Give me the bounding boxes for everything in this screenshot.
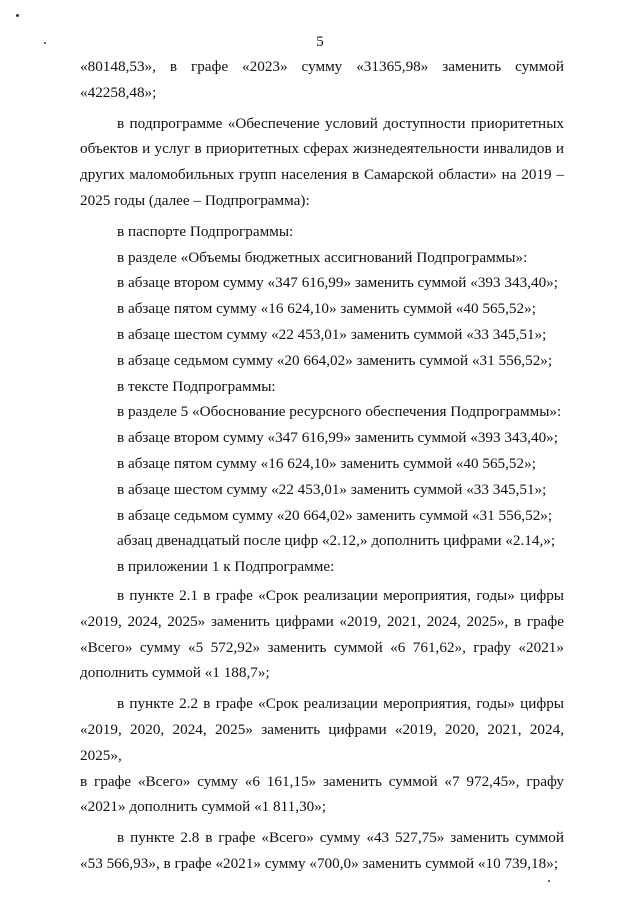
text-line: «80148,53», в графе «2023» сумму «31365,98» заменить суммой (80, 58, 564, 75)
text-line: в разделе «Объемы бюджетных ассигнований Подпрограммы»: (117, 248, 528, 266)
text-line: «2019, 2020, 2024, 2025» заменить цифрами «2019, 2020, 2021, 2024, 2025», (80, 720, 564, 764)
text-line: в абзаце шестом сумму «22 453,01» заменить суммой «33 345,51»; (117, 480, 547, 498)
text-line: «Всего» сумму «5 572,92» заменить суммой «6 761,62», графу «2021» (80, 638, 564, 656)
document-body (80, 54, 564, 877)
text-line: в абзаце пятом сумму «16 624,10» заменить суммой «40 565,52»; (117, 454, 536, 472)
text-line: в абзаце втором сумму «347 616,99» заменить суммой «393 343,40»; (117, 274, 558, 292)
scan-speck (548, 880, 550, 882)
text-line: в графе «Всего» сумму «6 161,15» заменить суммой «7 972,45», графу (80, 772, 564, 790)
text-line: «53 566,93», в графе «2021» сумму «700,0» заменить суммой «10 739,18»; (80, 854, 559, 872)
text-line: абзац двенадцатый после цифр «2.12,» дополнить цифрами «2.14,»; (117, 532, 556, 550)
text-line: в абзаце седьмом сумму «20 664,02» заменить суммой «31 556,52»; (117, 506, 553, 524)
text-line: других маломобильных групп населения в Самарской области» на 2019 – (80, 166, 564, 184)
text-line: 2025 годы (далее – Подпрограмма): (80, 191, 310, 209)
text-line: в пункте 2.2 в графе «Срок реализации мероприятия, годы» цифры (117, 695, 564, 713)
text-line: в разделе 5 «Обоснование ресурсного обеспечения Подпрограммы»: (117, 403, 562, 421)
text-line: в подпрограмме «Обеспечение условий доступности приоритетных (117, 114, 564, 132)
text-line: в абзаце шестом сумму «22 453,01» заменить суммой «33 345,51»; (117, 325, 547, 343)
text-line: в пункте 2.1 в графе «Срок реализации мероприятия, годы» цифры (117, 586, 564, 604)
text-line: «2019, 2024, 2025» заменить цифрами «2019, 2021, 2024, 2025», в графе (80, 612, 564, 630)
text-line: «2021» дополнить суммой «1 811,30»; (80, 798, 327, 816)
text-line: «42258,48»; (80, 83, 157, 101)
text-line: в тексте Подпрограммы: (117, 377, 276, 395)
text-line: объектов и услуг в приоритетных сферах жизнедеятельности инвалидов и (80, 140, 564, 158)
scan-speck (16, 14, 19, 17)
text-line: в абзаце седьмом сумму «20 664,02» заменить суммой «31 556,52»; (117, 351, 553, 369)
text-line: в абзаце втором сумму «347 616,99» заменить суммой «393 343,40»; (117, 429, 558, 447)
text-line: в пункте 2.8 в графе «Всего» сумму «43 527,75» заменить суммой (117, 829, 564, 847)
text-line: в абзаце пятом сумму «16 624,10» заменить суммой «40 565,52»; (117, 300, 536, 318)
text-line: дополнить суммой «1 188,7»; (80, 664, 270, 682)
page-number: 5 (316, 34, 324, 50)
text-line: в паспорте Подпрограммы: (117, 222, 294, 240)
text-line: в приложении 1 к Подпрограмме: (117, 558, 335, 576)
